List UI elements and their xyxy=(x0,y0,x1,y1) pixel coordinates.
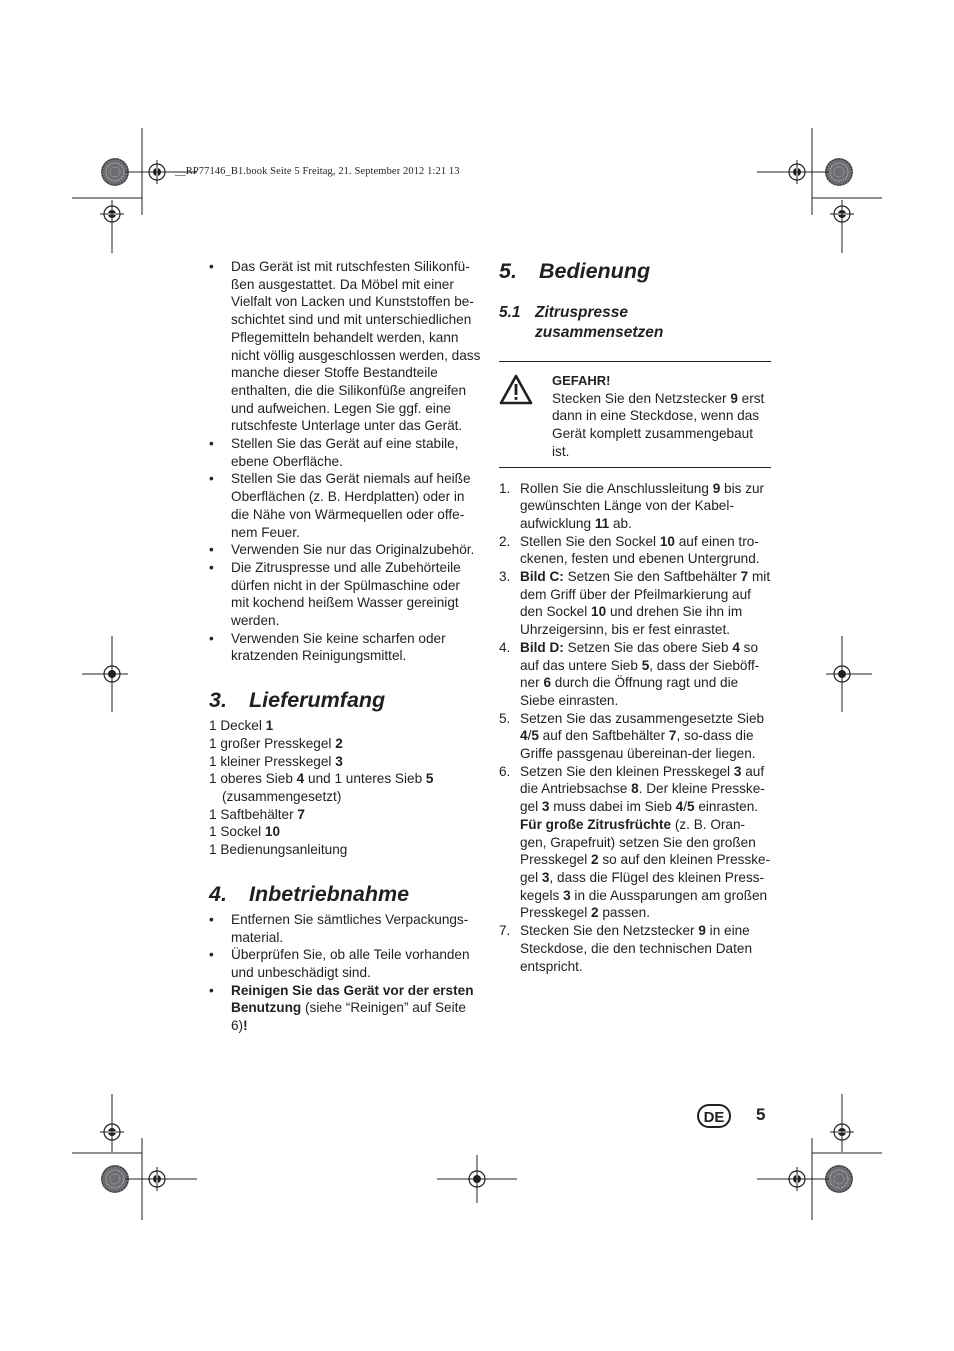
registration-mark-bottom-center xyxy=(437,1155,517,1203)
list-item: • Die Zitruspresse und alle Zubehörteile dürfen nicht in der Spülmaschine oder mit kochend heißem Wasser gereinigt werden. xyxy=(209,559,481,630)
danger-warning-box xyxy=(499,361,771,468)
step-number: 5. xyxy=(499,710,511,726)
registration-mark-mid-right xyxy=(826,636,872,712)
list-item: 1 Saftbehälter 7 xyxy=(209,806,305,822)
step-number: 7. xyxy=(499,923,511,939)
list-item: 1 oberes Sieb 4 und 1 unteres Sieb 5 (zusammengesetzt) xyxy=(209,771,434,804)
step-number: 3. xyxy=(499,569,511,585)
left-column xyxy=(209,258,481,1035)
step-item: 5. Setzen Sie das zusammengesetzte Sieb 4/5 auf den Saftbehälter 7, so-dass die Griffe passgenau übereinan-der liegen. xyxy=(499,710,765,762)
step-number: 4. xyxy=(499,639,511,655)
step-item: 6. Setzen Sie den kleinen Presskegel 3 auf die Antriebsachse 8. Der kleine Presske-gel 3 muss dabei im Sieb 4/5 einrasten. Für große Zitrusfrüchte (z. B. Oran-gen, Grapefruit) setzen Sie den großen Presskegel 2 so auf den kleinen Presske-gel 3, dass die Flügel des kleinen Press-kegels 3 in die Aussparungen am großen Presskegel 2 passen. xyxy=(499,763,771,921)
list-item: • Verwenden Sie nur das Originalzubehör. xyxy=(209,541,481,559)
language-badge: DE xyxy=(697,1104,731,1128)
section-heading-inbetriebnahme xyxy=(209,881,481,907)
section-heading-bedienung xyxy=(499,258,771,284)
list-item: • Stellen Sie das Gerät auf eine stabile, ebene Oberfläche. xyxy=(209,435,481,470)
startup-bullet-list xyxy=(209,911,481,1035)
warning-text: Stecken Sie den Netzstecker 9 erst dann in eine Steckdose, wenn das Gerät komplett zusammengebaut ist. xyxy=(552,390,765,459)
registration-mark-mid-left xyxy=(82,636,128,712)
section-number: 3. xyxy=(209,688,227,713)
warning-label: GEFAHR! xyxy=(552,373,611,388)
subsection-heading: 5.1 Zitruspresse zusammensetzen xyxy=(499,304,664,341)
list-item: 1 Bedienungsanleitung xyxy=(209,842,348,858)
step-item: 3. Bild C: Setzen Sie den Saftbehälter 7 mit dem Griff über der Pfeilmarkierung auf den Sockel 10 und drehen Sie ihn im Uhrzeigersinn, bis er fest einrastet. xyxy=(499,569,771,638)
section-number: 5. xyxy=(499,259,517,283)
registration-mark-top-left xyxy=(72,128,197,253)
list-item: • Reinigen Sie das Gerät vor der ersten Benutzung (siehe “Reinigen” auf Seite 6)! xyxy=(209,982,481,1035)
step-item: 4. Bild D: Setzen Sie das obere Sieb 4 so auf das untere Sieb 5, dass der Sieböff-ner 6 durch die Öffnung ragt und die Siebe einrasten. xyxy=(499,639,760,708)
safety-bullet-list xyxy=(209,258,481,665)
list-item: 1 Sockel 10 xyxy=(209,824,281,840)
step-item: 2. Stellen Sie den Sockel 10 auf einen tro-ckenen, festen und ebenen Untergrund. xyxy=(499,533,760,567)
print-slug-line: __RP77146_B1.book Seite 5 Freitag, 21. September 2012 1:21 13 xyxy=(175,166,460,177)
warning-triangle-icon xyxy=(499,374,533,405)
list-item: 1 Deckel 1 xyxy=(209,718,274,734)
list-item: • Das Gerät ist mit rutschfesten Silikonfü-ßen ausgestattet. Da Möbel mit einer Vielfalt von Lacken und Kunststoffen be-schichtet sind und mit unterschiedlichen Pflegemitteln behandelt werden, kann nicht völlig ausgeschlossen werden, dass manche dieser Stoffe Bestandteile enthalten, die die Silikonfüße angreifen und aufweichen. Legen Sie ggf. eine rutschfeste Unterlage unter das Gerät. xyxy=(209,258,481,435)
step-number: 6. xyxy=(499,763,511,779)
registration-mark-top-right xyxy=(757,128,882,253)
list-item: 1 großer Presskegel 2 xyxy=(209,735,343,751)
right-column xyxy=(499,258,771,975)
section-number: 4. xyxy=(209,881,227,906)
step-number: 2. xyxy=(499,533,511,549)
delivery-contents-list xyxy=(209,717,481,859)
section-title: Bedienung xyxy=(539,259,651,283)
list-item: • Überprüfen Sie, ob alle Teile vorhanden und unbeschädigt sind. xyxy=(209,946,481,981)
step-item: 7. Stecken Sie den Netzstecker 9 in eine Steckdose, die den technischen Daten entspricht. xyxy=(499,923,753,974)
section-title: Lieferumfang xyxy=(249,688,386,713)
page-number: 5 xyxy=(756,1105,766,1124)
registration-mark-bottom-left xyxy=(72,1094,197,1220)
list-item: • Stellen Sie das Gerät niemals auf heiße Oberflächen (z. B. Herdplatten) oder in die Nähe von Wärmequellen oder offe-nem Feuer. xyxy=(209,470,481,541)
step-item: 1. Rollen Sie die Anschlussleitung 9 bis zur gewünschten Länge von der Kabel-aufwicklung 11 ab. xyxy=(499,480,765,531)
step-number: 1. xyxy=(499,480,511,496)
assembly-steps-list xyxy=(499,480,771,976)
registration-mark-bottom-right xyxy=(757,1094,882,1220)
list-item: • Verwenden Sie keine scharfen oder kratzenden Reinigungsmittel. xyxy=(209,630,481,665)
list-item: 1 kleiner Presskegel 3 xyxy=(209,753,343,769)
section-heading-lieferumfang xyxy=(209,687,481,713)
section-title: Inbetriebnahme xyxy=(249,881,410,906)
list-item: • Entfernen Sie sämtliches Verpackungs-material. xyxy=(209,911,481,946)
